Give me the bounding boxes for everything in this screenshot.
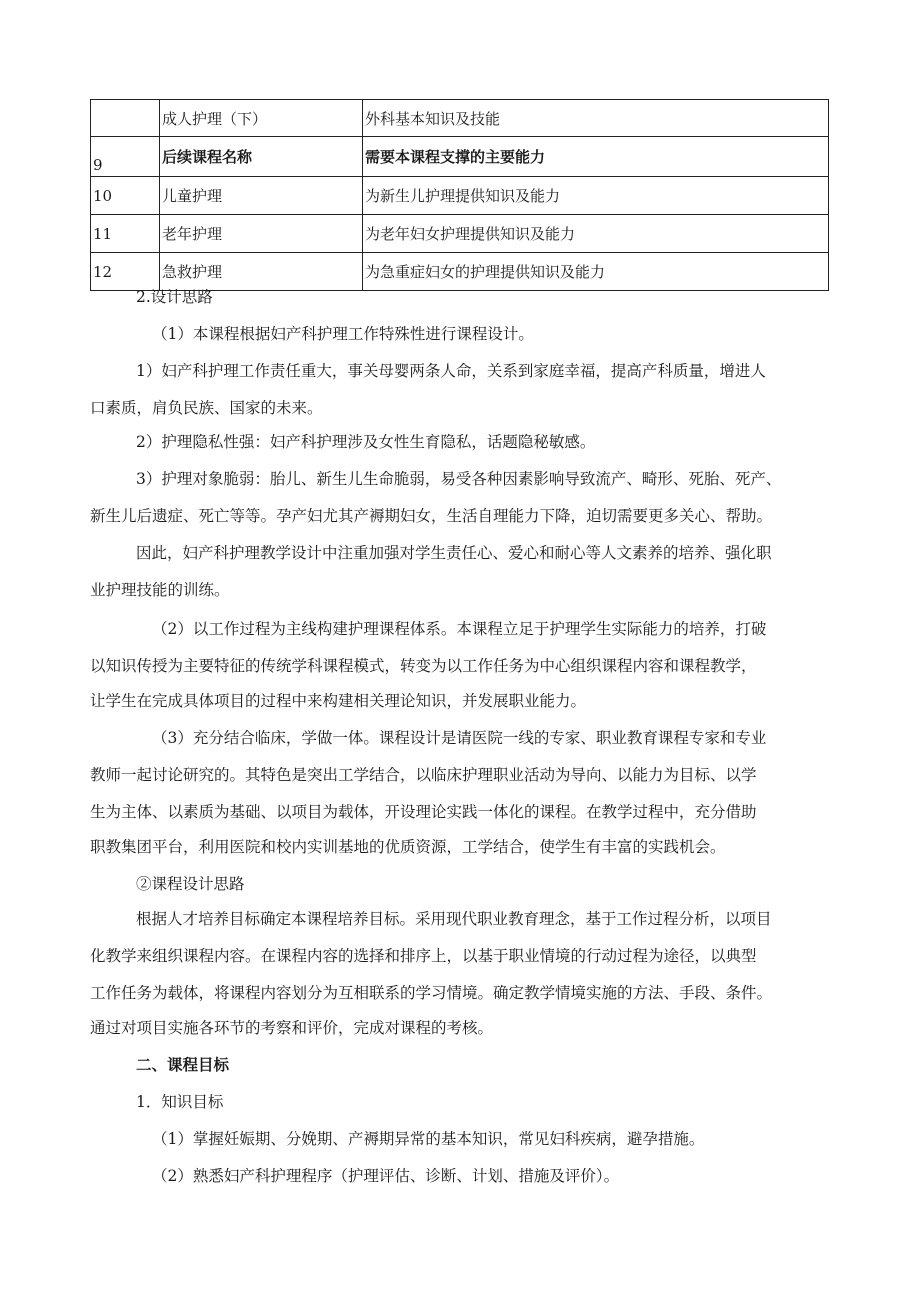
course-name: 儿童护理 [160,177,363,215]
course-name: 成人护理（下） [160,100,363,137]
paragraph: 1）妇产科护理工作责任重大，事关母婴两条人命，关系到家庭幸福，提高产科质量，增进人 [136,362,766,380]
row-number: 9 [91,137,160,177]
section-heading-goals: 二、课程目标 [136,1056,230,1074]
header-course-name: 后续课程名称 [160,137,363,177]
paragraph: 因此，妇产科护理教学设计中注重加强对学生责任心、爱心和耐心等人文素养的培养、强化职 [136,544,772,562]
paragraph: 通过对项目实施各环节的考察和评价，完成对课程的考核。 [90,1019,494,1037]
row-number: 11 [91,215,160,253]
paragraph: （1）掌握妊娠期、分娩期、产褥期异常的基本知识，常见妇科疾病，避孕措施。 [152,1130,705,1148]
paragraph: 工作任务为载体，将课程内容划分为互相联系的学习情境。确定教学情境实施的方法、手段、条件。 [90,984,773,1002]
course-table [90,99,829,291]
paragraph: 以知识传授为主要特征的传统学科课程模式，转变为以工作任务为中心组织课程内容和课程教学， [90,657,757,675]
table-row [91,100,829,137]
subsection-title: ②课程设计思路 [136,875,245,893]
paragraph: 教师一起讨论研究的。其特色是突出工学结合，以临床护理职业活动为导向、以能力为目标、以学 [90,766,757,784]
row-number: 12 [91,253,160,291]
paragraph: 3）护理对象脆弱：胎儿、新生儿生命脆弱，易受各种因素影响导致流产、畸形、死胎、死产、 [136,470,782,488]
paragraph: 根据人才培养目标确定本课程培养目标。采用现代职业教育理念，基于工作过程分析，以项目 [136,910,772,928]
table-row [91,177,829,215]
paragraph: （1）本课程根据妇产科护理工作特殊性进行课程设计。 [152,325,534,343]
paragraph: 新生儿后遗症、死亡等等。孕产妇尤其产褥期妇女，生活自理能力下降，迫切需要更多关心、帮助。 [90,507,773,525]
header-course-ability: 需要本课程支撑的主要能力 [363,137,829,177]
paragraph: 职教集团平台，利用医院和校内实训基地的优质资源，工学结合，使学生有丰富的实践机会。 [90,838,726,856]
paragraph: 口素质，肩负民族、国家的未来。 [90,399,323,417]
course-name: 急救护理 [160,253,363,291]
course-ability: 为急重症妇女的护理提供知识及能力 [363,253,829,291]
course-ability: 为老年妇女护理提供知识及能力 [363,215,829,253]
paragraph: 2）护理隐私性强：妇产科护理涉及女性生育隐私，话题隐秘敏感。 [136,433,596,451]
paragraph: （2）熟悉妇产科护理程序（护理评估、诊断、计划、措施及评价）。 [152,1167,620,1185]
paragraph: 化教学来组织课程内容。在课程内容的选择和排序上，以基于职业情境的行动过程为途径，以典型 [90,947,757,965]
subsection-title-knowledge: 1．知识目标 [136,1093,224,1111]
paragraph: 业护理技能的训练。 [90,581,230,599]
table-header-row [91,137,829,177]
paragraph: 生为主体、以素质为基础、以项目为载体，开设理论实践一体化的课程。在教学过程中，充分借助 [90,803,757,821]
row-number: 10 [91,177,160,215]
row-number [91,100,160,137]
course-ability: 为新生儿护理提供知识及能力 [363,177,829,215]
table-row [91,215,829,253]
course-ability: 外科基本知识及技能 [363,100,829,137]
paragraph: （2）以工作过程为主线构建护理课程体系。本课程立足于护理学生实际能力的培养，打破 [152,620,767,638]
paragraph: （3）充分结合临床，学做一体。课程设计是请医院一线的专家、职业教育课程专家和专业 [152,729,767,747]
paragraph: 让学生在完成具体项目的过程中来构建相关理论知识，并发展职业能力。 [90,692,587,710]
course-name: 老年护理 [160,215,363,253]
section-title-design: 2.设计思路 [136,288,213,306]
